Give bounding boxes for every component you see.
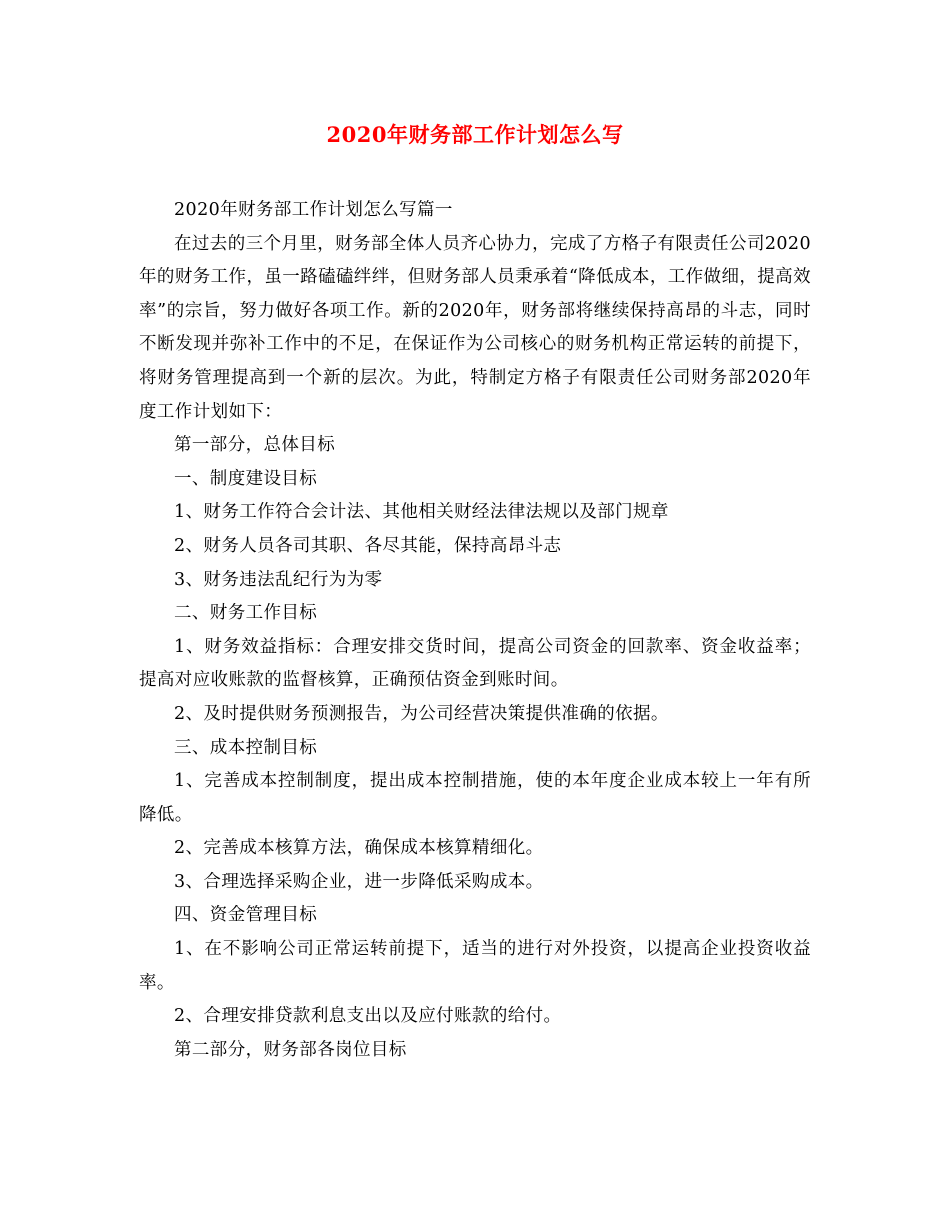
subsection-heading-work: 二、财务工作目标 <box>174 603 318 624</box>
list-item: 3、财务违法乱纪行为为零 <box>174 569 383 590</box>
list-item: 2、完善成本核算方法，确保成本核算精细化。 <box>174 838 544 859</box>
section-heading-part-one: 第一部分，总体目标 <box>174 435 336 456</box>
subsection-heading-system: 一、制度建设目标 <box>174 468 318 489</box>
document-title: 2020年财务部工作计划怎么写 <box>326 122 624 147</box>
list-item: 3、合理选择采购企业，进一步降低采购成本。 <box>174 871 544 892</box>
list-item: 1、在不影响公司正常运转前提下，适当的进行对外投资，以提高企业投资收益率。 <box>139 939 811 993</box>
list-item: 1、财务工作符合会计法、其他相关财经法律法规以及部门规章 <box>174 502 669 523</box>
section-heading-part-two: 第二部分，财务部各岗位目标 <box>174 1039 407 1060</box>
list-item: 2、及时提供财务预测报告，为公司经营决策提供准确的依据。 <box>174 703 669 724</box>
subsection-heading-funds: 四、资金管理目标 <box>174 905 318 926</box>
paragraph-subtitle: 2020年财务部工作计划怎么写篇一 <box>174 200 453 220</box>
subsection-heading-cost: 三、成本控制目标 <box>174 737 318 758</box>
list-item: 2、财务人员各司其职、各尽其能，保持高昂斗志 <box>174 535 562 556</box>
list-item: 2、合理安排贷款利息支出以及应付账款的给付。 <box>174 1006 562 1027</box>
list-item: 1、财务效益指标：合理安排交货时间，提高公司资金的回款率、资金收益率；提高对应收账款的监督核算，正确预估资金到账时间。 <box>139 636 811 691</box>
list-item: 1、完善成本控制制度，提出成本控制措施，使的本年度企业成本较上一年有所降低。 <box>139 771 811 825</box>
document-body <box>139 194 811 1067</box>
paragraph-intro: 在过去的三个月里，财务部全体人员齐心协力，完成了方格子有限责任公司2020年的财务工作，虽一路磕磕绊绊，但财务部人员秉承着“降低成本，工作做细，提高效率”的宗旨，努力做好各项工作。新的2020年，财务部将继续保持高昂的斗志，同时不断发现并弥补工作中的不足，在保证作为公司核心的财务机构正常运转的前提下，将财务管理提高到一个新的层次。为此，特制定方格子有限责任公司财务部2020年度工作计划如下： <box>139 233 811 422</box>
